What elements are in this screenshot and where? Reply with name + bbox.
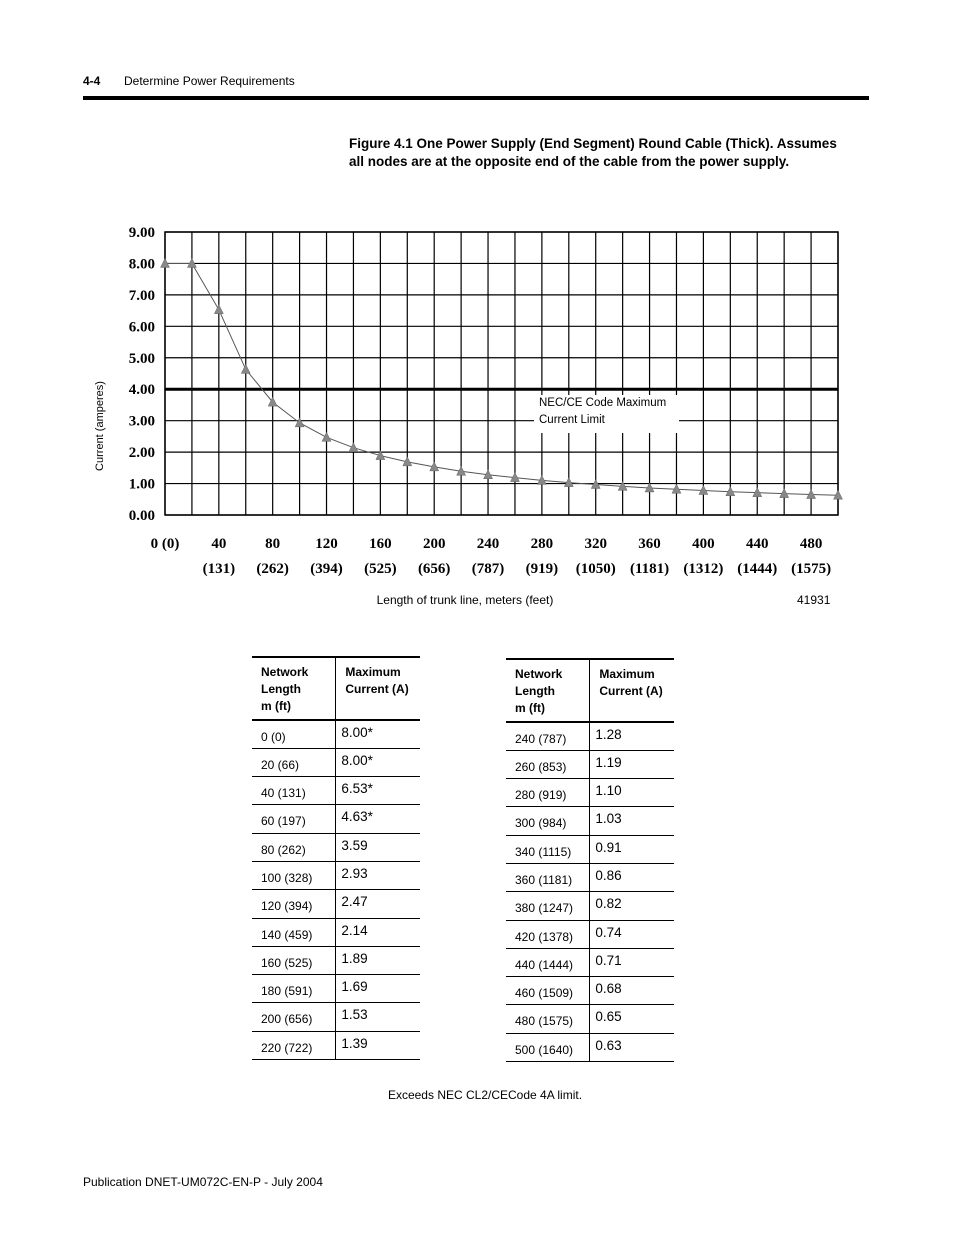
footnote: Exceeds NEC CL2/CECode 4A limit. (387, 1088, 583, 1102)
length-cell: 120 (394) (252, 890, 336, 918)
header-line: m (ft) (261, 699, 291, 713)
table-row (252, 1003, 420, 1031)
length-cell: 300 (984) (506, 807, 590, 835)
y-axis-label: Current (amperes) (94, 381, 106, 471)
current-cell: 1.89 (336, 946, 420, 974)
header-line: Maximum (345, 665, 401, 679)
y-tick-label: 5.00 (128, 350, 155, 367)
y-tick-label: 7.00 (128, 287, 155, 304)
publication-footer: Publication DNET-UM072C-EN-P - July 2004 (83, 1175, 323, 1189)
x-tick-label: 320 (584, 536, 607, 552)
annotation-line-2: Current Limit (539, 414, 605, 426)
header-line: Network (261, 665, 309, 679)
x-tick-label-feet: (919) (525, 561, 559, 577)
table-row (252, 720, 420, 748)
x-tick-label: 160 (369, 536, 392, 552)
current-cell: 0.71 (590, 948, 674, 976)
series-line (165, 263, 838, 495)
current-cell: 1.69 (336, 975, 420, 1003)
header-network-length (252, 657, 336, 720)
figure-caption: Figure 4.1 One Power Supply (End Segment) Round Cable (Thick). Assumes all nodes are at the opposite end of the cable from the power supply. (349, 136, 837, 169)
header-line: Network (515, 667, 563, 681)
x-tick-label: 400 (692, 536, 715, 552)
x-tick-label: 360 (638, 536, 661, 552)
table-row (506, 863, 674, 891)
table-row (252, 748, 420, 776)
section-title: Determine Power Requirements (124, 74, 295, 88)
table-row (506, 977, 674, 1005)
header-line: Length (261, 682, 301, 696)
table-row (252, 918, 420, 946)
current-cell: 0.68 (590, 977, 674, 1005)
y-tick-label: 6.00 (128, 319, 155, 336)
y-tick-label: 3.00 (128, 413, 155, 430)
x-tick-label-feet: (787) (471, 561, 505, 577)
table-row (506, 807, 674, 835)
x-tick-label-feet: (1312) (683, 561, 724, 577)
current-cell: 1.28 (590, 722, 674, 750)
data-point (241, 364, 250, 373)
length-cell: 240 (787) (506, 722, 590, 750)
x-tick-labels (151, 536, 831, 577)
x-tick-label: 440 (745, 536, 769, 552)
current-table-right (506, 658, 674, 1062)
table-row (506, 892, 674, 920)
length-cell: 220 (722) (252, 1031, 336, 1059)
current-cell: 0.63 (590, 1033, 674, 1061)
length-cell: 360 (1181) (506, 863, 590, 891)
table-row (506, 1033, 674, 1061)
y-tick-label: 2.00 (128, 445, 155, 462)
x-tick-label-feet: (1444) (737, 561, 778, 577)
table-row (506, 835, 674, 863)
table-row (252, 833, 420, 861)
length-cell: 0 (0) (252, 720, 336, 748)
length-cell: 460 (1509) (506, 977, 590, 1005)
current-cell: 6.53* (336, 777, 420, 805)
length-cell: 180 (591) (252, 975, 336, 1003)
data-point (322, 432, 331, 441)
x-tick-label-feet: (131) (202, 561, 236, 577)
current-cell: 2.14 (336, 918, 420, 946)
x-tick-label-feet: (1575) (791, 561, 832, 577)
table-row (506, 750, 674, 778)
x-tick-label-feet: (525) (364, 561, 397, 577)
current-cell: 0.65 (590, 1005, 674, 1033)
length-cell: 420 (1378) (506, 920, 590, 948)
header-line: Current (A) (345, 682, 409, 696)
current-cell: 3.59 (336, 833, 420, 861)
table-row (252, 805, 420, 833)
data-point (214, 305, 223, 314)
length-cell: 60 (197) (252, 805, 336, 833)
header-max-current (336, 657, 420, 720)
x-tick-label: 240 (476, 536, 500, 552)
table-row (252, 946, 420, 974)
x-tick-label: 200 (422, 536, 446, 552)
data-point (295, 418, 304, 427)
length-cell: 500 (1640) (506, 1033, 590, 1061)
length-cell: 340 (1115) (506, 835, 590, 863)
table-row (252, 861, 420, 889)
figure-id: 41931 (797, 593, 831, 607)
table-row (506, 920, 674, 948)
length-cell: 140 (459) (252, 918, 336, 946)
current-cell: 1.19 (590, 750, 674, 778)
length-cell: 480 (1575) (506, 1005, 590, 1033)
header-line: Current (A) (599, 684, 663, 698)
x-tick-label-feet: (394) (310, 561, 343, 577)
page-number: 4-4 (83, 74, 101, 88)
y-tick-labels (129, 225, 155, 524)
x-axis-label: Length of trunk line, meters (feet) (376, 593, 554, 607)
current-cell: 2.93 (336, 861, 420, 889)
length-cell: 20 (66) (252, 748, 336, 776)
length-cell: 200 (656) (252, 1003, 336, 1031)
length-cell: 380 (1247) (506, 892, 590, 920)
table-body (506, 722, 674, 1062)
plot-frame (165, 232, 838, 515)
current-cell: 1.39 (336, 1031, 420, 1059)
x-tick-label: 80 (265, 536, 281, 552)
y-tick-label: 1.00 (128, 476, 155, 493)
header-line: Length (515, 684, 555, 698)
x-tick-label-feet: (656) (417, 561, 451, 577)
table-row (506, 1005, 674, 1033)
table-body (252, 720, 420, 1060)
current-cell: 0.82 (590, 892, 674, 920)
current-table-left (252, 656, 420, 1060)
current-cell: 0.91 (590, 835, 674, 863)
x-tick-label: 480 (799, 536, 823, 552)
y-tick-label: 9.00 (128, 225, 155, 241)
y-tick-label: 4.00 (128, 382, 155, 399)
length-cell: 40 (131) (252, 777, 336, 805)
current-cell: 0.74 (590, 920, 674, 948)
current-cell: 2.47 (336, 890, 420, 918)
chart-grid (165, 232, 838, 515)
nec-limit-annotation (534, 395, 679, 433)
header-line: m (ft) (515, 701, 545, 715)
header-network-length (506, 659, 590, 722)
y-tick-label: 0.00 (128, 508, 155, 524)
data-point (349, 443, 358, 452)
table-row (252, 1031, 420, 1059)
table-row (506, 722, 674, 750)
current-cell: 8.00* (336, 748, 420, 776)
length-cell: 100 (328) (252, 861, 336, 889)
x-tick-label-feet: (262) (256, 561, 289, 577)
table-row (252, 975, 420, 1003)
length-cell: 160 (525) (252, 946, 336, 974)
x-tick-label-feet: (1181) (629, 561, 670, 577)
header-max-current (590, 659, 674, 722)
length-cell: 260 (853) (506, 750, 590, 778)
table-row (506, 779, 674, 807)
x-tick-label: 0 (0) (150, 536, 180, 552)
current-cell: 1.10 (590, 779, 674, 807)
x-tick-label: 120 (315, 536, 338, 552)
current-cell: 1.03 (590, 807, 674, 835)
x-tick-label-feet: (1050) (575, 561, 616, 577)
current-cell: 0.86 (590, 863, 674, 891)
y-tick-label: 8.00 (128, 256, 155, 273)
header-line: Maximum (599, 667, 655, 681)
current-cell: 8.00* (336, 720, 420, 748)
x-tick-label: 40 (211, 536, 227, 552)
table-row (252, 890, 420, 918)
length-cell: 80 (262) (252, 833, 336, 861)
current-cell: 4.63* (336, 805, 420, 833)
current-cell: 1.53 (336, 1003, 420, 1031)
table-row (252, 777, 420, 805)
table-row (506, 948, 674, 976)
length-cell: 440 (1444) (506, 948, 590, 976)
length-cell: 280 (919) (506, 779, 590, 807)
annotation-line-1: NEC/CE Code Maximum (539, 397, 667, 409)
x-tick-label: 280 (530, 536, 554, 552)
